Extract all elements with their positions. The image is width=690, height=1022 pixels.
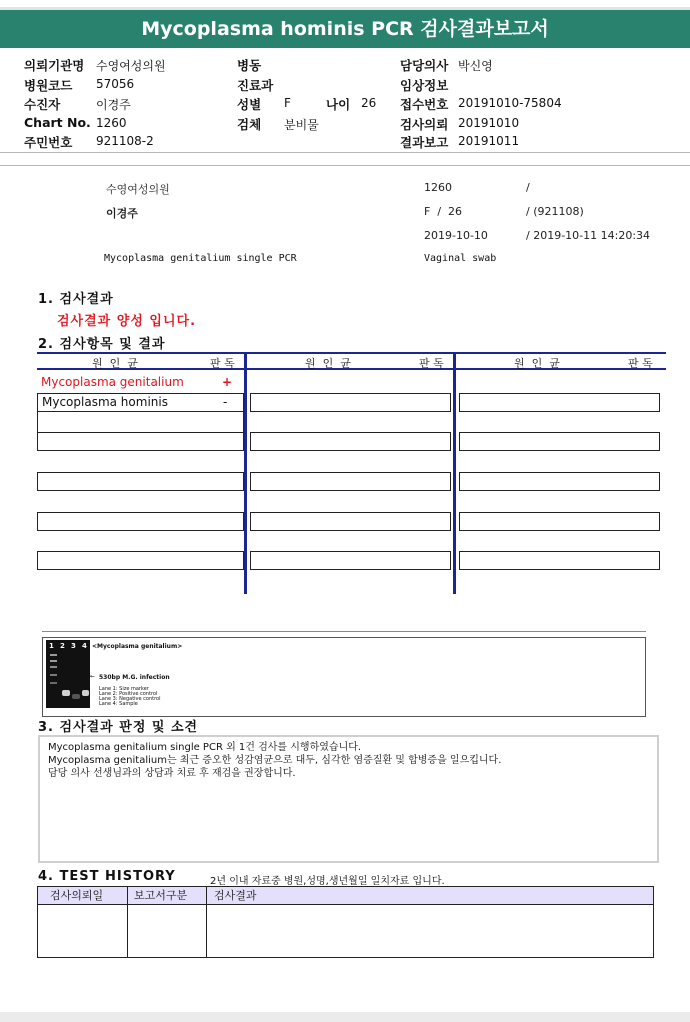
opinion-line: 담당 의사 선생님과의 상담과 치료 후 재검을 권장합니다. bbox=[48, 768, 296, 779]
header-separator-2 bbox=[0, 165, 690, 166]
gel-lane-label: 3 bbox=[71, 642, 76, 650]
empty-result-row bbox=[250, 432, 451, 451]
opinion-line: Mycoplasma genitalium single PCR 외 1건 검사를 시행하였습니다. bbox=[48, 742, 362, 753]
result-genitalium: + bbox=[222, 375, 233, 389]
section3-title: 3. 검사결과 판정 및 소견 bbox=[38, 720, 199, 735]
specimen-value: 분비물 bbox=[284, 118, 319, 132]
gel-lane-label: 2 bbox=[60, 642, 65, 650]
row-connector bbox=[37, 412, 244, 432]
empty-result-row bbox=[459, 393, 660, 412]
empty-result-row bbox=[250, 512, 451, 531]
hospital-code-label: 병원코드 bbox=[24, 78, 73, 93]
empty-result-row bbox=[459, 512, 660, 531]
age-value: 26 bbox=[361, 96, 377, 110]
patient-label: 수진자 bbox=[24, 97, 61, 112]
history-note: 2년 이내 자료중 병원,성명,생년월일 일치자료 입니다. bbox=[210, 876, 445, 887]
report-label: 결과보고 bbox=[400, 135, 449, 150]
request-value: 20191010 bbox=[458, 116, 520, 130]
dept-label: 진료과 bbox=[237, 78, 274, 93]
age-label: 나이 bbox=[326, 97, 351, 112]
ward-label: 병동 bbox=[237, 58, 262, 73]
info-specimen: Vaginal swab bbox=[424, 253, 497, 264]
history-col-type: 보고서구분 bbox=[134, 889, 188, 902]
receipt-value: 20191010-75804 bbox=[458, 96, 562, 110]
column-header-result: 판 독 bbox=[210, 357, 235, 370]
doctor-label: 담당의사 bbox=[400, 58, 449, 73]
column-header-1 bbox=[37, 352, 245, 370]
section1-title: 1. 검사결과 bbox=[38, 292, 114, 307]
gel-legend-line: Lane 4: Sample bbox=[99, 701, 138, 707]
gel-electrophoresis-image bbox=[46, 640, 90, 708]
gel-band-arrow: ← bbox=[90, 673, 96, 680]
result-hominis: - bbox=[223, 395, 228, 409]
specimen-label: 검체 bbox=[237, 117, 262, 132]
organism-genitalium: Mycoplasma genitalium bbox=[41, 375, 184, 389]
institution-label: 의뢰기관명 bbox=[24, 58, 85, 73]
empty-result-row bbox=[250, 551, 451, 570]
column-header-result: 판 독 bbox=[419, 357, 444, 370]
info-chart: 1260 bbox=[424, 181, 452, 194]
empty-result-row bbox=[250, 393, 451, 412]
history-table bbox=[37, 886, 654, 958]
info-report-datetime: / 2019-10-11 14:20:34 bbox=[526, 229, 651, 242]
empty-result-row bbox=[250, 472, 451, 491]
info-test-name: Mycoplasma genitalium single PCR bbox=[104, 253, 297, 264]
column-header-result: 판 독 bbox=[628, 357, 653, 370]
report-title: Mycoplasma hominis PCR 검사결과보고서 bbox=[0, 10, 690, 48]
empty-result-row bbox=[37, 472, 244, 491]
column-divider-1 bbox=[244, 352, 247, 594]
column-header-3 bbox=[456, 352, 666, 370]
page-bottom-strip bbox=[0, 1012, 690, 1022]
report-value: 20191011 bbox=[458, 134, 520, 148]
history-col-date: 검사의뢰일 bbox=[50, 889, 104, 902]
empty-result-row bbox=[459, 551, 660, 570]
info-request-date: 2019-10-10 bbox=[424, 229, 488, 242]
clinical-label: 임상정보 bbox=[400, 78, 449, 93]
column-divider-2 bbox=[453, 352, 456, 594]
organism-hominis: Mycoplasma hominis bbox=[42, 395, 168, 409]
receipt-label: 접수번호 bbox=[400, 97, 449, 112]
gel-lane-label: 1 bbox=[49, 642, 54, 650]
gel-lane-label: 4 bbox=[82, 642, 87, 650]
gel-top-rule bbox=[42, 631, 646, 632]
info-id: / (921108) bbox=[526, 205, 584, 218]
chart-label: Chart No. bbox=[24, 115, 91, 130]
column-header-name: 원 인 균 bbox=[305, 357, 351, 370]
id-value: 921108-2 bbox=[96, 134, 154, 148]
info-patient: 이경주 bbox=[106, 207, 138, 220]
gel-band-label: 530bp M.G. infection bbox=[99, 674, 170, 681]
gel-legend-line: Lane 1: Size marker bbox=[99, 686, 149, 692]
column-header-name: 원 인 균 bbox=[514, 357, 560, 370]
opinion-line: Mycoplasma genitalium는 최근 증오한 성감염균으로 대두, 심각한 염증질환 및 합병증을 일으킵니다. bbox=[48, 755, 502, 766]
column-header-2 bbox=[247, 352, 454, 370]
opinion-box bbox=[38, 735, 659, 863]
info-sex-age: F / 26 bbox=[424, 205, 463, 218]
empty-result-row bbox=[37, 551, 244, 570]
request-label: 검사의뢰 bbox=[400, 117, 449, 132]
result-summary: 검사결과 양성 입니다. bbox=[57, 314, 197, 329]
history-col-divider bbox=[206, 887, 207, 957]
sex-label: 성별 bbox=[237, 97, 262, 112]
info-slash: / bbox=[526, 181, 530, 194]
history-col-result: 검사결과 bbox=[214, 889, 257, 902]
gel-caption: <Mycoplasma genitalium> bbox=[92, 643, 183, 650]
section4-title: 4. TEST HISTORY bbox=[38, 869, 176, 884]
sex-value: F bbox=[284, 96, 291, 110]
gel-legend-line: Lane 2: Positive control bbox=[99, 691, 158, 697]
patient-value: 이경주 bbox=[96, 98, 131, 112]
history-table-header bbox=[38, 887, 653, 905]
institution-value: 수영여성의원 bbox=[96, 59, 166, 73]
chart-value: 1260 bbox=[96, 116, 127, 130]
hospital-code-value: 57056 bbox=[96, 77, 135, 91]
result-row-hominis bbox=[37, 393, 244, 412]
empty-result-row bbox=[37, 512, 244, 531]
id-label: 주민번호 bbox=[24, 135, 73, 150]
doctor-value: 박신영 bbox=[458, 59, 493, 73]
empty-result-row bbox=[37, 432, 244, 451]
info-institution: 수영여성의원 bbox=[106, 183, 170, 196]
gel-legend-line: Lane 3: Negative control bbox=[99, 696, 161, 702]
header-separator-1 bbox=[0, 152, 690, 153]
empty-result-row bbox=[459, 472, 660, 491]
history-col-divider bbox=[127, 887, 128, 957]
column-header-name: 원 인 균 bbox=[92, 357, 138, 370]
empty-result-row bbox=[459, 432, 660, 451]
section2-title: 2. 검사항목 및 결과 bbox=[38, 337, 166, 352]
